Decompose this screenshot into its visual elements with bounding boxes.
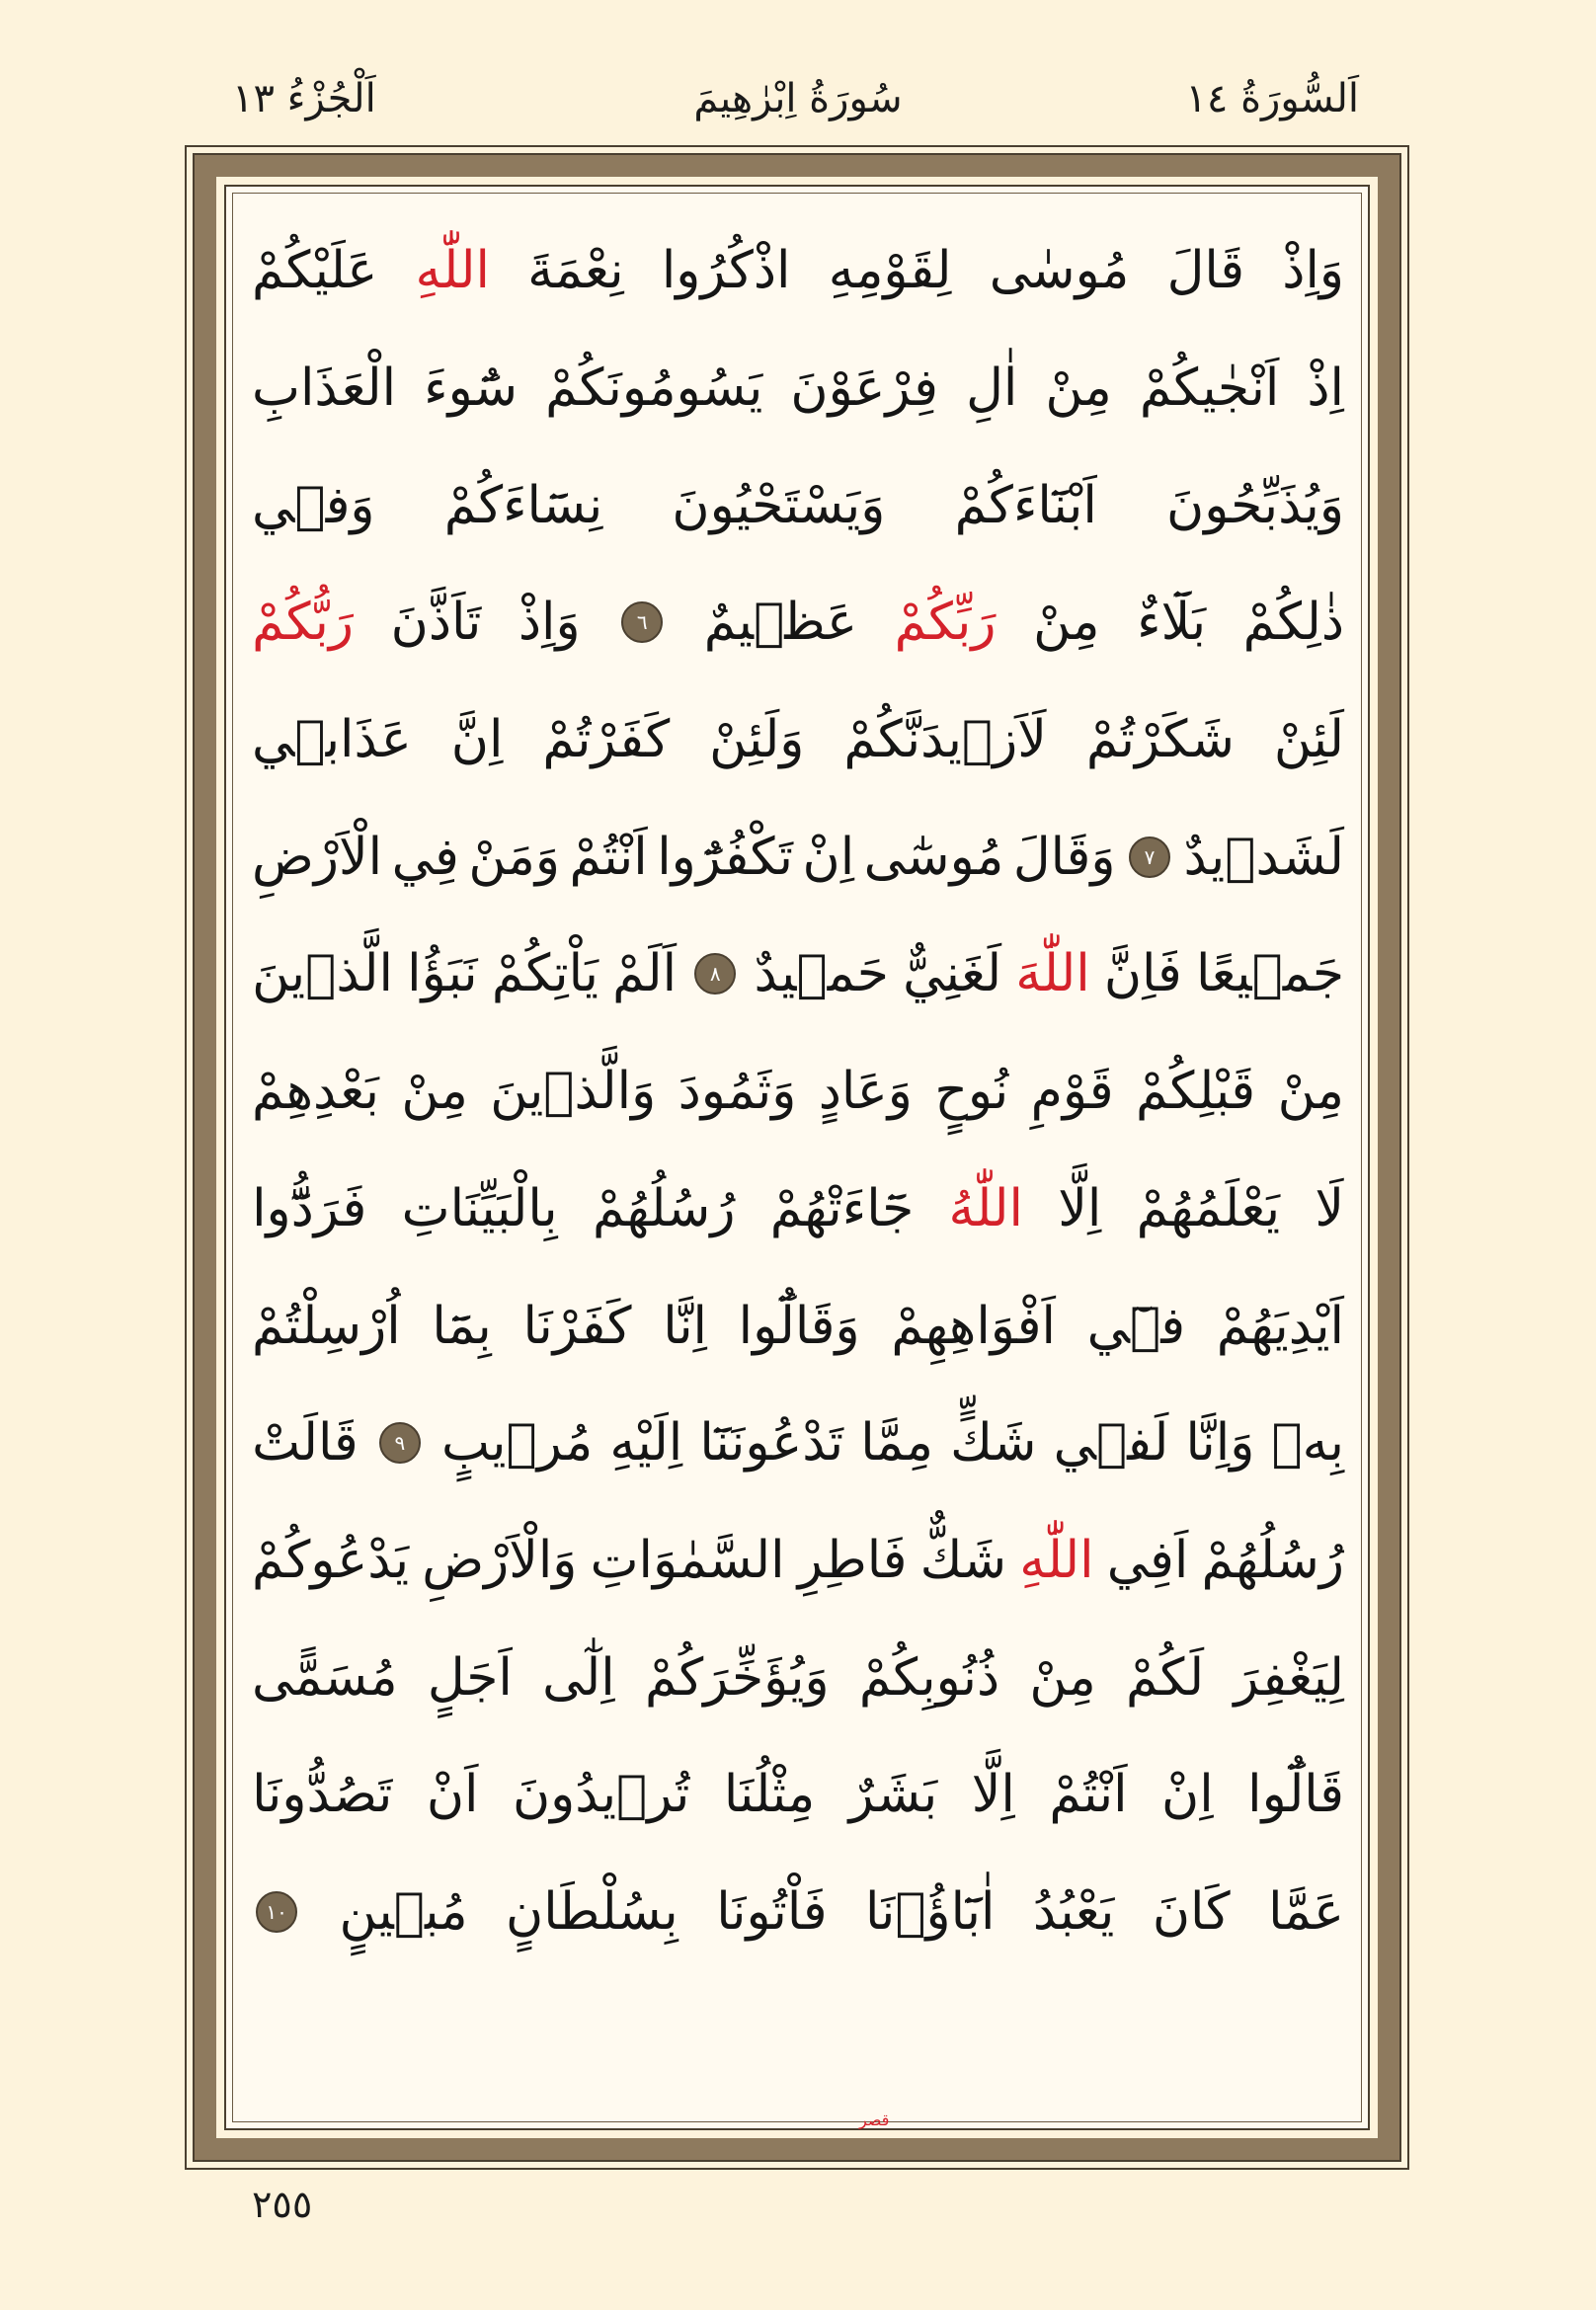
verse-word: الْعَذَابِ [252,358,397,419]
verse-word: قَالَتْ [252,1413,359,1474]
verse-word: نِعْمَةَ [527,241,624,301]
verse-word: فَرَدُّٓوا [252,1178,367,1238]
qasr-mark: قصر [859,2111,890,2129]
verse-word: مِنْ [1045,358,1112,419]
verse-word: الَّذٖينَ [252,944,393,1004]
verse-word: بِهٖ [1271,1413,1344,1474]
verse-word: بَلَٓاءٌ [1137,593,1207,653]
verse-word: قَبْلِكُمْ [1136,1062,1256,1122]
verse-word: وَاِذْ [518,593,581,653]
verse-word: اُرْسِلْتُمْ [252,1296,401,1356]
verse-word: يَاْتِكُمْ [491,944,598,1004]
verse-word: لَشَدٖيدٌ [1183,827,1344,887]
verse-word: اِلَّا [971,1765,1015,1825]
verse-word: مِمَّا [860,1413,933,1474]
page-header [0,69,1596,128]
verse-word: وَلَئِنْ [709,710,805,770]
divine-name-word: اللّٰهُ [948,1178,1023,1238]
text-line [252,798,1344,916]
verse-word: وَالْاَرْضِ [422,1530,578,1590]
verse-word: عَمَّا [1268,1881,1344,1942]
verse-word: شَكٌّ [919,1530,1007,1590]
verse-word: جَمٖيعًا [1195,944,1344,1004]
verse-word: نَبَؤُا [407,944,478,1004]
verse-word: كَفَرْنَا [522,1296,632,1356]
page-number: ٢٥٥ [252,2183,313,2226]
verse-word: مُسَمًّى [252,1647,398,1708]
text-line [252,564,1344,681]
ayah-number-marker: ٩ [379,1422,421,1464]
verse-word: شَكٍّ [950,1413,1037,1474]
verse-word: اَنْ [426,1765,479,1825]
verse-word: بَشَرٌ [848,1765,938,1825]
verse-word: اَفْوَاهِهِمْ [891,1296,1056,1356]
divine-name-word: اللّٰهَ [1015,944,1090,1004]
verse-word: وَاِنَّا [1185,1413,1255,1474]
verse-word: فَاطِرِ [797,1530,908,1590]
verse-word: وَفٖي [252,475,375,535]
text-line [252,1267,1344,1385]
text-line [252,1854,1344,1971]
verse-word: لِيَغْفِرَ [1234,1647,1344,1708]
surah-name-title: سُورَةُ اِبْرٰهِيمَ [693,76,903,121]
verse-word: وَقَالُٓوا [738,1296,860,1356]
divine-name-word: رَبِّكُمْ [894,593,997,653]
verse-word: مُبٖينٍ [339,1881,468,1942]
ayah-number-marker: ٧ [1129,836,1170,878]
verse-word: تَصُدُّونَا [252,1765,393,1825]
text-line [252,1385,1344,1502]
verse-word: اَلَمْ [612,944,678,1004]
verse-word: يَسُومُونَكُمْ [545,358,763,419]
text-line [252,330,1344,447]
verse-word: بِسُلْطَانٍ [506,1881,678,1942]
verse-word: يَعْبُدُ [1032,1881,1115,1942]
verse-word: تَدْعُونَنَٓا [699,1413,844,1474]
verse-word: فٖٓي [1086,1296,1186,1356]
verse-word: لَا [1315,1178,1344,1238]
verse-word: تَكْفُرُٓوا [657,827,793,887]
verse-word: بِمَٓا [432,1296,492,1356]
verse-word: قَالَ [1166,241,1245,301]
verse-word: وَيَسْتَحْيُونَ [672,475,886,535]
verse-word: ذٰلِكُمْ [1242,593,1344,653]
verse-word: وَقَالَ [1012,827,1116,887]
text-line [252,1736,1344,1854]
verse-word: الْاَرْضِ [252,827,383,887]
verse-word: قَالُٓوا [1247,1765,1344,1825]
text-line [252,1151,1344,1268]
verse-word: رُسُلُهُمْ [1201,1530,1344,1590]
verse-word: فِي [391,827,459,887]
verse-word: رُسُلُهُمْ [592,1178,736,1238]
verse-word: مِثْلُنَا [723,1765,816,1825]
verse-word: اَنْتُمْ [1049,1765,1128,1825]
verse-word: وَثَمُودَ [678,1062,797,1122]
verse-word: مُوسٰٓى [863,827,1004,887]
text-line [252,1502,1344,1620]
verse-word: اِذْ [1307,358,1344,419]
verse-word: كَانَ [1152,1881,1231,1942]
verse-word: لَفٖي [1053,1413,1169,1474]
verse-word: اَفِي [1106,1530,1189,1590]
text-line [252,446,1344,564]
verse-word: اَنْتُمْ [569,827,648,887]
verse-word: فَاْتُونَا [716,1881,828,1942]
verse-word: تَاَذَّنَ [390,593,482,653]
verse-word: وَاِذْ [1282,241,1344,301]
verse-word: اِلَيْهِ [609,1413,683,1474]
verse-word: اٰبَٓاؤُ۬نَا [865,1881,996,1942]
verse-word: نِسَٓاءَكُمْ [443,475,603,535]
verse-word: لَاَزٖيدَنَّكُمْ [843,710,1047,770]
verse-word: سُٓوءَ [424,358,519,419]
verse-word: اِنَّ [450,710,504,770]
verse-word: مِنْ [401,1062,468,1122]
verse-word: فِرْعَوْنَ [790,358,939,419]
verse-word: مِنْ [1029,1647,1096,1708]
verse-word: لِقَوْمِهِ [828,241,952,301]
verse-word: اِنَّا [663,1296,707,1356]
verse-word: وَيُذَبِّحُونَ [1166,475,1344,535]
text-line [252,1033,1344,1151]
quran-text-area [252,212,1344,2089]
verse-word: اذْكُرُوا [661,241,791,301]
verse-word: بَعْدِهِمْ [252,1062,379,1122]
verse-word: لَكُمْ [1125,1647,1205,1708]
verse-word: اِلٰٓى [542,1647,615,1708]
verse-word: ذُنُوبِكُمْ [858,1647,1000,1708]
verse-word: عَذَابٖي [252,710,412,770]
verse-word: وَعَادٍ [818,1062,913,1122]
verse-word: اَبْنَٓاءَكُمْ [954,475,1097,535]
text-line [252,212,1344,330]
verse-word: حَمٖيدٌ [754,944,889,1004]
divine-name-word: اللّٰهِ [415,241,490,301]
verse-word: لَغَنِيٌّ [903,944,1002,1004]
verse-word: اَجَلٍ [427,1647,513,1708]
verse-word: قَوْمِ [1030,1062,1114,1122]
text-line [252,1619,1344,1736]
juz-label: اَلْجُزْءُ ١٣ [232,76,376,121]
surah-number-label: اَلسُّورَةُ ١٤ [1185,76,1359,121]
verse-word: مِنْ [1033,593,1100,653]
divine-name-word: رَبُّكُمْ [252,593,355,653]
verse-word: اِلَّا [1058,1178,1102,1238]
verse-word: مُرٖيبٍ [440,1413,594,1474]
verse-word: مِنْ [1277,1062,1344,1122]
verse-word: بِالْبَيِّنَاتِ [401,1178,558,1238]
verse-word: يَعْلَمُهُمْ [1136,1178,1281,1238]
verse-word: عَظٖيمٌ [703,593,857,653]
ayah-number-marker: ٨ [694,953,736,995]
verse-word: اَيْدِيَهُمْ [1216,1296,1344,1356]
verse-word: شَكَرْتُمْ [1085,710,1235,770]
verse-word: عَلَيْكُمْ [252,241,378,301]
verse-word: اٰلِ [966,358,1018,419]
verse-word: فَاِنَّ [1103,944,1182,1004]
ayah-number-marker: ٦ [621,601,663,643]
verse-word: وَالَّذٖينَ [490,1062,657,1122]
verse-word: مُوسٰى [989,241,1130,301]
ayah-number-marker: ١٠ [256,1891,297,1933]
verse-word: كَفَرْتُمْ [542,710,671,770]
text-line [252,681,1344,799]
verse-word: وَمَنْ [468,827,560,887]
verse-word: لَئِنْ [1273,710,1344,770]
verse-word: اَنْجٰيكُمْ [1139,358,1280,419]
verse-word: اِنْ [1161,1765,1214,1825]
verse-word: اِنْ [802,827,855,887]
verse-word: وَيُؤَخِّرَكُمْ [644,1647,830,1708]
divine-name-word: اللّٰهِ [1019,1530,1094,1590]
verse-word: جَٓاءَتْهُمْ [769,1178,915,1238]
verse-word: نُوحٍ [934,1062,1009,1122]
verse-word: السَّمٰوَاتِ [590,1530,785,1590]
verse-word: تُرٖيدُونَ [512,1765,690,1825]
text-line [252,916,1344,1033]
verse-word: يَدْعُوكُمْ [252,1530,410,1590]
